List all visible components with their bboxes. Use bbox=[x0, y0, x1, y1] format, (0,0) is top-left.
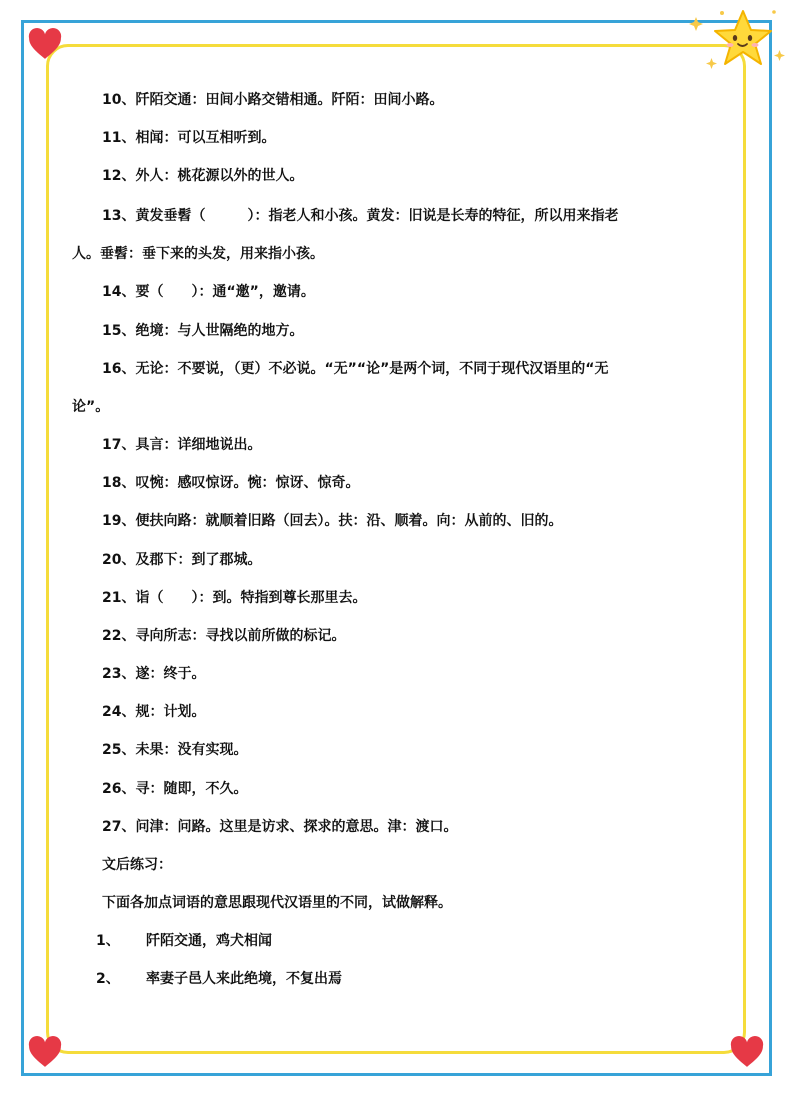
note-21: 21、诣（ ）：到。特指到尊长那里去。 bbox=[102, 590, 367, 606]
note-22: 22、寻向所志：寻找以前所做的标记。 bbox=[102, 628, 346, 644]
note-18: 18、叹惋：感叹惊讶。惋：惊讶、惊奇。 bbox=[102, 475, 360, 491]
exercise-instruction: 下面各加点词语的意思跟现代汉语里的不同，试做解释。 bbox=[102, 895, 452, 911]
note-27: 27、问津：问路。这里是访求、探求的意思。津：渡口。 bbox=[102, 819, 458, 835]
note-20: 20、及郡下：到了郡城。 bbox=[102, 552, 262, 568]
note-16-cont: 论”。 bbox=[72, 399, 110, 415]
exercise-item-number: 1、 bbox=[96, 933, 120, 949]
note-16: 16、无论：不要说，（更）不必说。“无”“论”是两个词，不同于现代汉语里的“无 bbox=[102, 361, 609, 377]
heart-icon bbox=[28, 28, 62, 62]
exercise-item-number: 2、 bbox=[96, 971, 120, 987]
note-13-cont: 人。垂髫：垂下来的头发，用来指小孩。 bbox=[72, 246, 324, 262]
note-15: 15、绝境：与人世隔绝的地方。 bbox=[102, 323, 304, 339]
note-17: 17、具言：详细地说出。 bbox=[102, 437, 262, 453]
star-icon bbox=[688, 4, 788, 84]
heart-icon bbox=[730, 1036, 764, 1070]
note-11: 11、相闻：可以互相听到。 bbox=[102, 130, 276, 146]
exercise-item-text: 阡陌交通，鸡犬相闻 bbox=[146, 933, 272, 949]
note-26: 26、寻：随即，不久。 bbox=[102, 781, 248, 797]
heart-icon bbox=[28, 1036, 62, 1070]
note-14: 14、要（ ）：通“邀”，邀请。 bbox=[102, 284, 315, 300]
note-19: 19、便扶向路：就顺着旧路（回去）。扶：沿、顺着。向：从前的、旧的。 bbox=[102, 513, 563, 529]
note-24: 24、规：计划。 bbox=[102, 704, 206, 720]
exercise-item bbox=[72, 969, 342, 989]
note-12: 12、外人：桃花源以外的世人。 bbox=[102, 168, 304, 184]
note-25: 25、未果：没有实现。 bbox=[102, 742, 248, 758]
exercise-item-text: 率妻子邑人来此绝境，不复出焉 bbox=[146, 971, 342, 987]
note-10: 10、阡陌交通：田间小路交错相通。阡陌：田间小路。 bbox=[102, 92, 444, 108]
exercise-item bbox=[72, 931, 272, 951]
note-13: 13、黄发垂髫（ ）：指老人和小孩。黄发：旧说是长寿的特征，所以用来指老 bbox=[102, 208, 619, 224]
exercise-heading: 文后练习： bbox=[102, 857, 172, 873]
note-23: 23、遂：终于。 bbox=[102, 666, 206, 682]
